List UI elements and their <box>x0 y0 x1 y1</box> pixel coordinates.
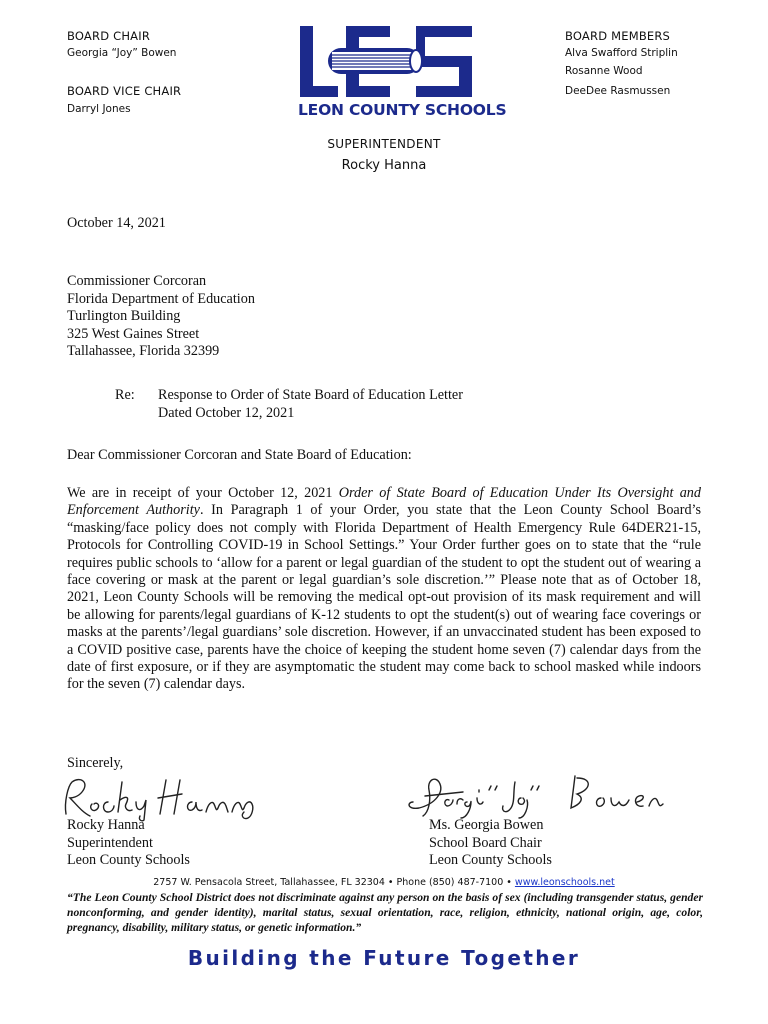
recipient-line: Commissioner Corcoran <box>67 273 207 289</box>
footer-slogan: Building the Future Together <box>187 946 581 970</box>
leon-county-schools-logo <box>298 24 507 119</box>
signature-block-right <box>429 817 552 870</box>
board-member-name: Alva Swafford Striplin <box>565 47 678 59</box>
closing: Sincerely, <box>67 755 124 771</box>
re-line: Response to Order of State Board of Education Letter <box>158 387 463 403</box>
salutation: Dear Commissioner Corcoran and State Board of Education: <box>67 447 412 463</box>
recipient-line: Florida Department of Education <box>67 290 255 307</box>
vice-chair-label: BOARD VICE CHAIR <box>67 84 182 98</box>
signature-georgia-bowen-icon <box>405 768 675 823</box>
recipient-address <box>67 273 255 361</box>
re-subject <box>158 387 463 422</box>
board-member-name: DeeDee Rasmussen <box>565 85 671 97</box>
board-chair-label: BOARD CHAIR <box>67 29 151 43</box>
footer-address <box>0 877 768 888</box>
recipient-line: Turlington Building <box>67 308 181 324</box>
board-chair-name: Georgia “Joy” Bowen <box>67 47 177 59</box>
signer-title: Superintendent <box>67 834 153 851</box>
signer-organization: Leon County Schools <box>429 852 552 868</box>
footer-website-link[interactable]: www.leonschools.net <box>514 877 615 888</box>
signature-block-left <box>67 817 190 870</box>
superintendent-name: Rocky Hanna <box>341 158 427 173</box>
logo-text: LEON COUNTY SCHOOLS <box>298 101 507 119</box>
signer-name: Ms. Georgia Bowen <box>429 817 544 833</box>
body-text-start: We are in receipt of your October 12, 2021 <box>67 485 339 501</box>
nondiscrimination-statement: “The Leon County School District does not discriminate against any person on the basis of sex (including transgender status, gender nonconforming, and gender identity), marital status, sexual orientation, race, religion, ethnicity, national origin, age, color, pregnancy, disability, military status, or genetic information.” <box>67 891 703 934</box>
signer-name: Rocky Hanna <box>67 817 145 833</box>
re-line: Dated October 12, 2021 <box>158 404 295 421</box>
superintendent-label: SUPERINTENDENT <box>327 137 441 151</box>
footer-address-text: 2757 W. Pensacola Street, Tallahassee, FL 32304 • Phone (850) 487-7100 • <box>153 877 515 888</box>
letter-body <box>67 485 701 694</box>
recipient-line: 325 West Gaines Street <box>67 325 200 342</box>
recipient-line: Tallahassee, Florida 32399 <box>67 343 220 359</box>
body-text-rest: . In Paragraph 1 of your Order, you state that the Leon County School Board’s “masking/face policy does not comply with Florida Department of Health Emergency Rule 64DER21-15, Protocols for Controlling COVID-19 in School Settings.” Your Order further goes on to state that the “rule requires public schools to ‘allow for a parent or legal guardian of the student to opt the student out of wearing a face covering or mask at the parent or legal guardian’s sole discretion.’” Please note that as of October 18, 2021, Leon County Schools will be removing the medical opt-out provision of its mask requirement and will be allowing for parents/legal guardians of K-12 students to opt the student(s) out of wearing face coverings or masks at the parents’/legal guardians’ sole discretion. However, if an unvaccinated student has been exposed to a COVID positive case, parents have the choice of keeping the student home seven (7) calendar days from the date of first exposure, or if they are asymptomatic the student may come back to school masked while indoors for the seven (7) calendar days. <box>67 502 701 693</box>
letter-date: October 14, 2021 <box>67 215 166 231</box>
board-members-label: BOARD MEMBERS <box>565 29 671 43</box>
re-label: Re: <box>115 387 135 403</box>
signer-organization: Leon County Schools <box>67 852 190 868</box>
signer-title: School Board Chair <box>429 834 542 851</box>
vice-chair-name: Darryl Jones <box>67 103 131 115</box>
board-member-name: Rosanne Wood <box>565 65 643 77</box>
body-order-title: Order of State Board of Education Under Its Oversight and Enforcement Authority <box>67 485 701 519</box>
signature-rocky-hanna-icon <box>60 772 260 822</box>
leon-county-schools-logo-icon <box>298 24 474 99</box>
